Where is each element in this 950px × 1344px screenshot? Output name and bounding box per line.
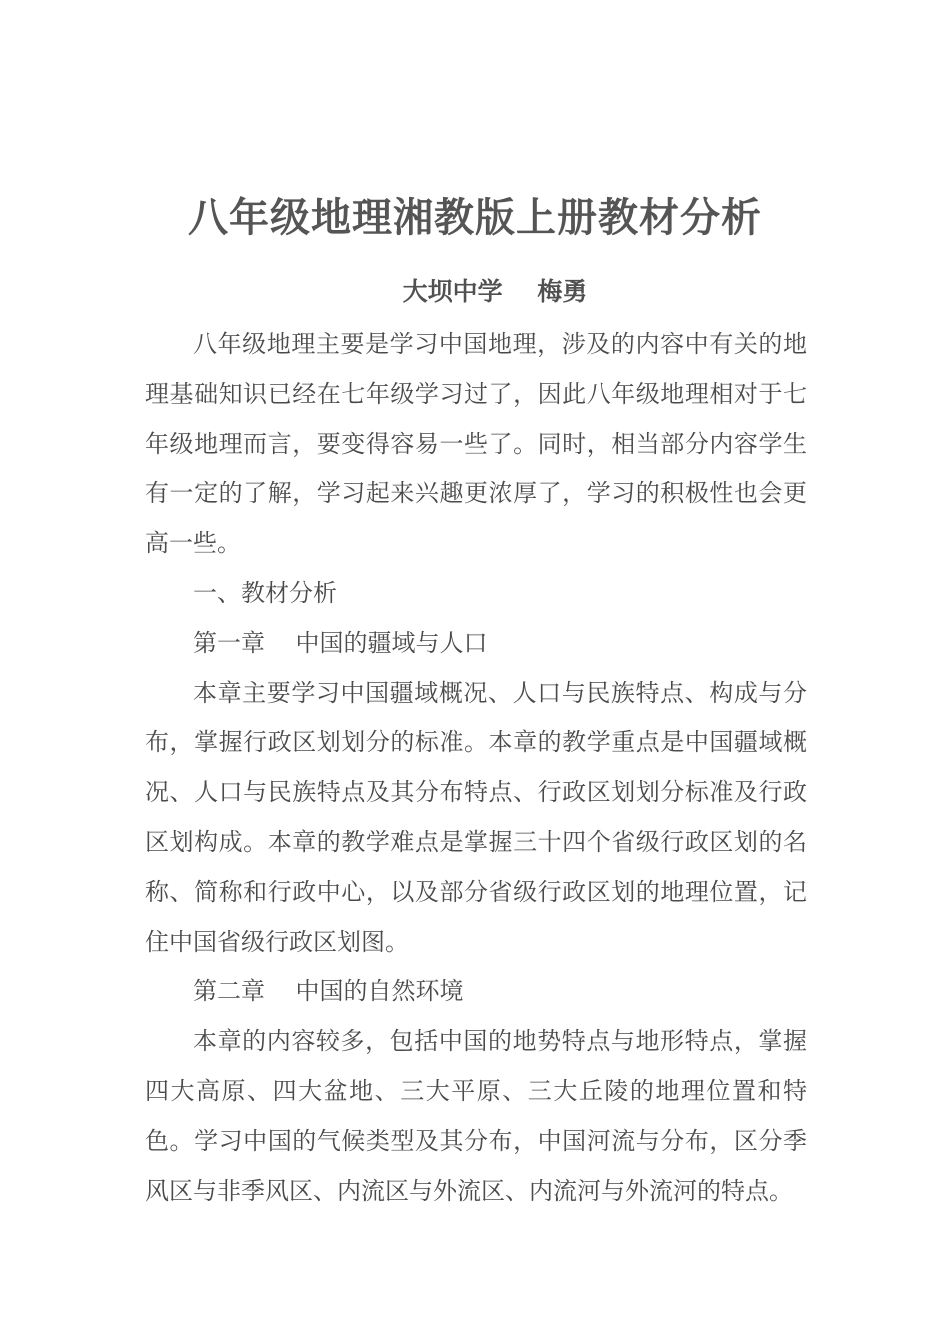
intro-paragraph: 八年级地理主要是学习中国地理，涉及的内容中有关的地理基础知识已经在七年级学习过了，因此八年级地理相对于七年级地理而言，要变得容易一些了。同时，相当部分内容学生有一定的了解，学习起来兴趣更浓厚了，学习的积极性也会更高一些。 bbox=[145, 330, 807, 558]
chapter-one-heading: 第一章 中国的疆域与人口 bbox=[193, 628, 488, 657]
author-line: 大坝中学 梅勇 bbox=[402, 277, 588, 306]
document-title: 八年级地理湘教版上册教材分析 bbox=[188, 195, 762, 241]
chapter-two-paragraph: 本章的内容较多，包括中国的地势特点与地形特点，掌握四大高原、四大盆地、三大平原、三大丘陵的地理位置和特色。学习中国的气候类型及其分布，中国河流与分布，区分季风区与非季风区、内流区与外流区、内流河与外流河的特点。 bbox=[145, 1027, 807, 1205]
document-body bbox=[145, 320, 807, 1216]
chapter-two-heading: 第二章 中国的自然环境 bbox=[193, 977, 464, 1006]
chapter-one-paragraph: 本章主要学习中国疆域概况、人口与民族特点、构成与分布，掌握行政区划划分的标准。本章的教学重点是中国疆域概况、人口与民族特点及其分布特点、行政区划划分标准及行政区划构成。本章的教学难点是掌握三十四个省级行政区划的名称、简称和行政中心，以及部分省级行政区划的地理位置，记住中国省级行政区划图。 bbox=[145, 678, 807, 956]
section-heading: 一、教材分析 bbox=[193, 578, 337, 607]
